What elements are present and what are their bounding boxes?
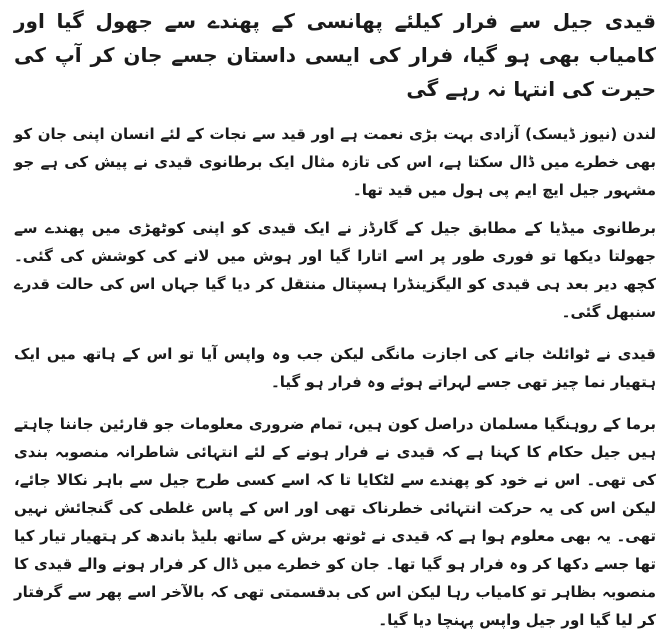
article-headline: قیدی جیل سے فرار کیلئے پھانسی کے پھندے سے جھول گیا اور کامیاب بھی ہو گیا، فرار کی ایسی داستان جسے جان کر آپ کی حیرت کی انتہا نہ رہے گی (14, 9, 656, 101)
paragraph-intro: لندن (نیوز ڈیسک) آزادی بہت بڑی نعمت ہے اور قید سے نجات کے لئے انسان اپنی جان کو بھی خطرے میں ڈال سکتا ہے، اس کی تازہ مثال ایک برطانوی قیدی نے پیش کی ہے جو مشہور جیل ایچ ایم پی ہول میں قید تھا۔ (14, 125, 656, 199)
paragraph-plan: برما کے روہنگیا مسلمان دراصل کون ہیں، تمام ضروری معلومات جو قارئین جاننا چاہتے ہیں جیل حکام کا کہنا ہے کہ قیدی نے فرار ہونے کے لئے انتہائی شاطرانہ منصوبہ بندی کی تھی۔ اس نے خود کو پھندے سے لٹکایا تا کہ اسے کسی طرح جیل سے باہر نکالا جائے، لیکن اس کی یہ حرکت انتہائی خطرناک تھی اور اس کے پاس غلطی کی گنجائش نہیں تھی۔ یہ بھی معلوم ہوا ہے کہ قیدی نے ٹوتھ برش کے ساتھ بلیڈ باندھ کر ہتھیار تیار کیا تھا جسے دکھا کر وہ فرار ہو گیا تھا۔ جان کو خطرے میں ڈال کر فرار ہونے والے قیدی کا منصوبہ بظاہر تو کامیاب رہا لیکن اس کی بدقسمتی تھی کہ بالآخر اسے پھر سے گرفتار کر لیا گیا اور جیل واپس پہنچا دیا گیا۔ (14, 415, 656, 629)
paragraph-guards: برطانوی میڈیا کے مطابق جیل کے گارڈز نے ایک قیدی کو اپنی کوٹھڑی میں پھندے سے جھولتا دیکھا تو فوری طور پر اسے اتارا گیا اور ہوش میں لانے کی کوشش کی گئی۔ کچھ دیر بعد ہی قیدی کو الیگزینڈرا ہسپتال منتقل کر دیا گیا جہاں اس کی حالت قدرے سنبھل گئی۔ (14, 219, 656, 321)
paragraph-escape: قیدی نے ٹوائلٹ جانے کی اجازت مانگی لیکن جب وہ واپس آیا تو اس کے ہاتھ میں ایک ہتھیار نما چیز تھی جسے لہراتے ہوئے وہ فرار ہو گیا۔ (14, 345, 656, 391)
